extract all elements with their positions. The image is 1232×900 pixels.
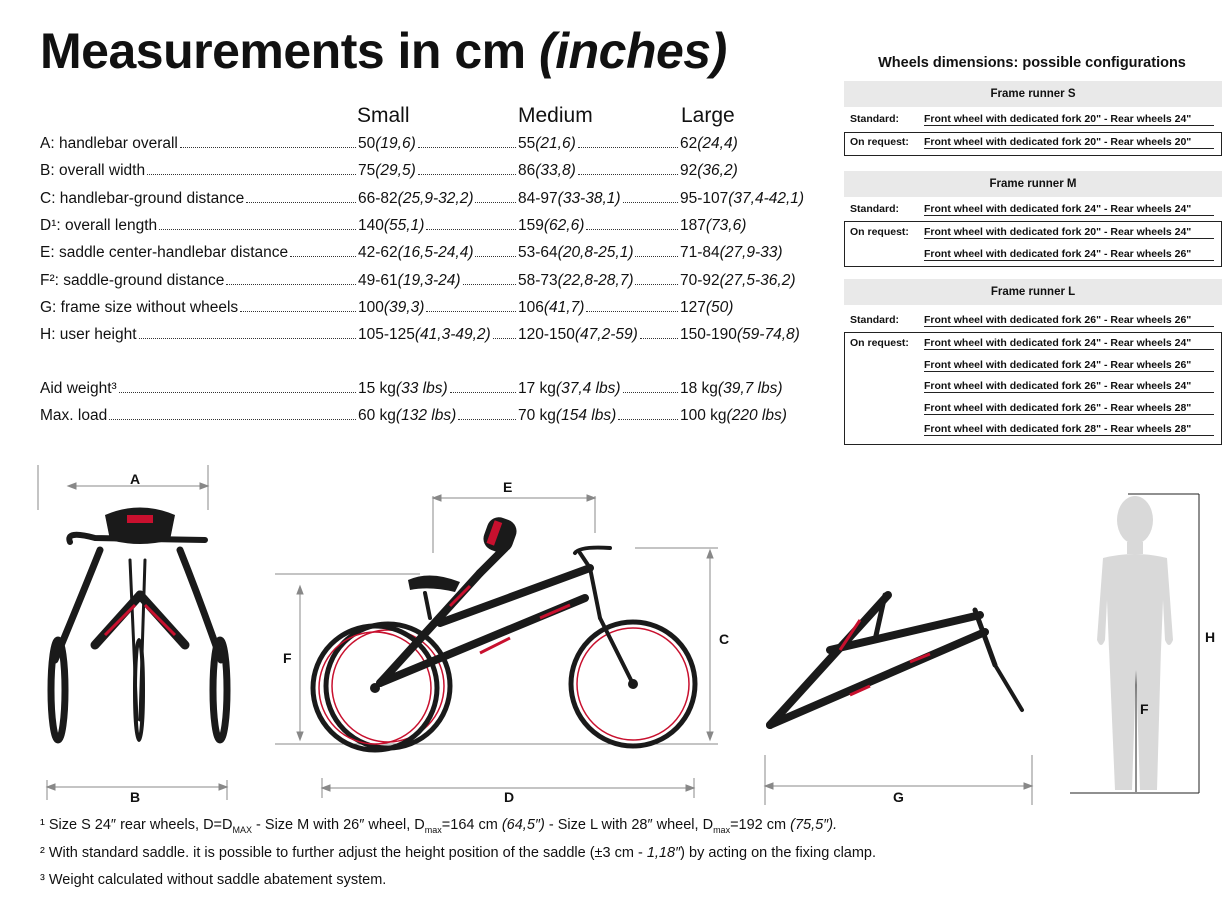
measurement-row	[40, 244, 820, 268]
dotted-leader	[635, 284, 678, 285]
measurement-inches-medium: (154 lbs)	[555, 407, 617, 425]
frame-runner-l-header: Frame runner L	[844, 279, 1222, 305]
measurement-inches-medium: (47,2-59)	[574, 326, 638, 344]
measurement-value-medium: 55	[518, 135, 536, 152]
measurement-inches-small: (16,5-24,4)	[397, 244, 474, 262]
measurement-inches-medium: (62,6)	[543, 216, 585, 234]
measurement-row	[40, 326, 820, 350]
measurement-value-large: 70-92	[680, 271, 720, 289]
measurement-inches-small: (33 lbs)	[395, 380, 448, 397]
dotted-leader	[463, 284, 516, 285]
column-header-large: Large	[681, 104, 735, 127]
measurement-value-small: 75	[358, 162, 376, 180]
frame-runner-m-request: On request: Front wheel with dedicated fork 20" - Rear wheels 24"	[844, 223, 1222, 243]
measurement-inches-small: (132 lbs)	[395, 407, 457, 425]
measurement-inches-medium: (33,8)	[535, 162, 576, 180]
dotted-leader	[586, 229, 678, 230]
dotted-leader	[623, 392, 678, 393]
measurement-label: C: handlebar-ground distance	[40, 189, 245, 207]
dotted-leader	[426, 311, 516, 312]
front-view-figure	[35, 460, 240, 805]
measurement-inches-medium: (33-38,1)	[557, 189, 621, 207]
measurement-row	[40, 299, 820, 323]
user-height-figure	[1065, 490, 1215, 798]
measurement-inches-small: (29,5)	[375, 162, 416, 180]
side-view-figure	[270, 478, 740, 808]
dotted-leader	[119, 392, 356, 393]
frame-runner-s-header: Frame runner S	[844, 81, 1222, 107]
measurement-value-large: 18 kg	[680, 380, 718, 397]
dotted-leader	[109, 419, 356, 420]
frame-runner-l-request: On request: Front wheel with dedicated fork 24" - Rear wheels 24"	[844, 334, 1222, 354]
measurement-row	[40, 217, 820, 241]
dotted-leader	[450, 392, 516, 393]
measurement-inches-medium: (21,6)	[535, 135, 576, 152]
measurement-value-medium: 86	[518, 162, 536, 180]
dotted-leader	[246, 202, 356, 203]
measurement-row	[40, 407, 820, 431]
measurement-inches-large: (220 lbs)	[726, 407, 787, 425]
measurement-row	[40, 190, 820, 214]
measurement-inches-small: (39,3)	[383, 298, 425, 316]
measurement-value-small: 100	[358, 298, 384, 316]
dimension-a-label: A	[130, 471, 141, 487]
frame-runner-l-request: Front wheel with dedicated fork 26" - Rear wheels 24"	[844, 377, 1222, 397]
measurement-value-medium: 58-73	[518, 271, 558, 289]
dotted-leader	[586, 311, 678, 312]
measurement-inches-medium: (22,8-28,7)	[557, 271, 634, 289]
dotted-leader	[226, 284, 356, 285]
measurement-inches-small: (25,9-32,2)	[397, 189, 474, 207]
measurement-value-medium: 84-97	[518, 189, 558, 207]
dotted-leader	[147, 174, 356, 175]
measurement-label: Aid weight³	[40, 380, 117, 397]
dimension-c-label: C	[719, 631, 730, 647]
dotted-leader	[139, 338, 357, 339]
frame-runner-m-request: Front wheel with dedicated fork 24" - Rear wheels 26"	[844, 245, 1222, 265]
measurement-value-small: 42-62	[358, 244, 398, 262]
dotted-leader	[578, 174, 678, 175]
dotted-leader	[159, 229, 356, 230]
dotted-leader	[418, 147, 516, 148]
dotted-leader	[290, 256, 356, 257]
frame-runner-l-request: Front wheel with dedicated fork 26" - Rear wheels 28"	[844, 399, 1222, 419]
frame-runner-s-standard: Standard: Front wheel with dedicated fork 20" - Rear wheels 24"	[844, 110, 1222, 130]
frame-view-figure	[760, 590, 1040, 805]
dotted-leader	[640, 338, 678, 339]
measurement-row	[40, 380, 820, 404]
measurement-label: F²: saddle-ground distance	[40, 271, 225, 289]
measurement-inches-large: (36,2)	[697, 162, 738, 180]
measurement-label: B: overall width	[40, 162, 146, 180]
measurement-value-large: 187	[680, 216, 706, 234]
measurement-label: A: handlebar overall	[40, 135, 178, 152]
measurement-inches-large: (37,4-42,1)	[728, 189, 805, 207]
measurement-inches-small: (19,6)	[375, 135, 416, 152]
measurement-value-medium: 17 kg	[518, 380, 556, 397]
measurement-value-large: 100 kg	[680, 407, 727, 425]
dotted-leader	[578, 147, 678, 148]
measurement-value-small: 60 kg	[358, 407, 396, 425]
measurement-inches-medium: (41,7)	[543, 298, 585, 316]
measurement-value-small: 50	[358, 135, 376, 152]
measurement-inches-large: (27,5-36,2)	[719, 271, 796, 289]
measurement-row	[40, 135, 820, 159]
dotted-leader	[623, 202, 678, 203]
frame-runner-m-standard: Standard: Front wheel with dedicated fork 24" - Rear wheels 24"	[844, 200, 1222, 220]
dotted-leader	[458, 419, 516, 420]
dotted-leader	[618, 419, 678, 420]
measurement-value-large: 127	[680, 298, 706, 316]
measurement-label: D¹: overall length	[40, 216, 158, 234]
measurement-inches-large: (27,9-33)	[719, 244, 783, 262]
frame-runner-l-standard: Standard: Front wheel with dedicated fork 26" - Rear wheels 26"	[844, 311, 1222, 331]
measurement-label: H: user height	[40, 326, 137, 344]
measurement-inches-large: (50)	[705, 298, 734, 316]
frame-runner-l-request: Front wheel with dedicated fork 24" - Rear wheels 26"	[844, 356, 1222, 376]
measurement-value-medium: 159	[518, 216, 544, 234]
measurement-value-medium: 70 kg	[518, 407, 556, 425]
measurement-inches-large: (73,6)	[705, 216, 747, 234]
dimension-e-label: E	[503, 479, 513, 495]
measurement-value-medium: 120-150	[518, 326, 575, 344]
dimension-b-label: B	[130, 789, 141, 805]
measurement-value-medium: 106	[518, 298, 544, 316]
measurement-value-small: 15 kg	[358, 380, 396, 397]
measurement-inches-large: (59-74,8)	[736, 326, 800, 344]
dimension-f-leg-label: F	[1140, 701, 1149, 717]
dotted-leader	[418, 174, 516, 175]
dotted-leader	[426, 229, 516, 230]
dotted-leader	[180, 147, 356, 148]
measurement-inches-medium: (20,8-25,1)	[557, 244, 634, 262]
dotted-leader	[493, 338, 516, 339]
dotted-leader	[240, 311, 356, 312]
measurement-label: G: frame size without wheels	[40, 298, 239, 316]
measurement-row	[40, 272, 820, 296]
dimension-g-label: G	[893, 789, 904, 805]
measurement-row	[40, 162, 820, 186]
measurement-value-large: 95-107	[680, 189, 729, 207]
measurement-value-large: 92	[680, 162, 698, 180]
column-header-medium: Medium	[518, 104, 593, 127]
measurement-inches-large: (39,7 lbs)	[717, 380, 783, 397]
measurement-inches-medium: (37,4 lbs)	[555, 380, 621, 397]
footnote-2: ² With standard saddle. it is possible to further adjust the height position of the saddle (±3 cm - 1,18″) by acting on the fixing clamp.	[40, 845, 877, 861]
measurement-value-large: 150-190	[680, 326, 737, 344]
frame-runner-l-request: Front wheel with dedicated fork 28" - Rear wheels 28"	[844, 420, 1222, 440]
measurement-label: Max. load	[40, 407, 108, 425]
measurement-value-large: 62	[680, 135, 698, 152]
measurement-value-small: 140	[358, 216, 384, 234]
dimension-h-label: H	[1205, 629, 1216, 645]
measurement-inches-large: (24,4)	[697, 135, 738, 152]
column-header-small: Small	[357, 104, 410, 127]
measurement-value-small: 49-61	[358, 271, 398, 289]
dotted-leader	[475, 202, 516, 203]
dimension-d-label: D	[504, 789, 515, 805]
measurement-inches-small: (55,1)	[383, 216, 425, 234]
measurement-inches-small: (19,3-24)	[397, 271, 461, 289]
frame-runner-s-request: On request: Front wheel with dedicated fork 20" - Rear wheels 20"	[844, 133, 1222, 153]
dotted-leader	[475, 256, 516, 257]
measurement-value-medium: 53-64	[518, 244, 558, 262]
footnote-3: ³ Weight calculated without saddle abatement system.	[40, 872, 387, 888]
footnote-1: ¹ Size S 24″ rear wheels, $D=D_{MAX}$ - Size M with 26″ wheel, $D_{max}=164$ cm (64,5″) - Size L with 28″ wheel, $D_{max}=192$ cm (75,5″).	[40, 817, 838, 835]
dotted-leader	[635, 256, 678, 257]
measurement-value-small: 66-82	[358, 189, 398, 207]
wheels-title: Wheels dimensions: possible configurations	[878, 55, 1186, 71]
measurement-label: E: saddle center-handlebar distance	[40, 244, 289, 262]
measurement-value-small: 105-125	[358, 326, 415, 344]
measurement-value-large: 71-84	[680, 244, 720, 262]
measurement-inches-small: (41,3-49,2)	[414, 326, 491, 344]
frame-runner-m-header: Frame runner M	[844, 171, 1222, 197]
dimension-f-label: F	[283, 650, 292, 666]
page-title: Measurements in cm (inches)	[40, 23, 727, 79]
